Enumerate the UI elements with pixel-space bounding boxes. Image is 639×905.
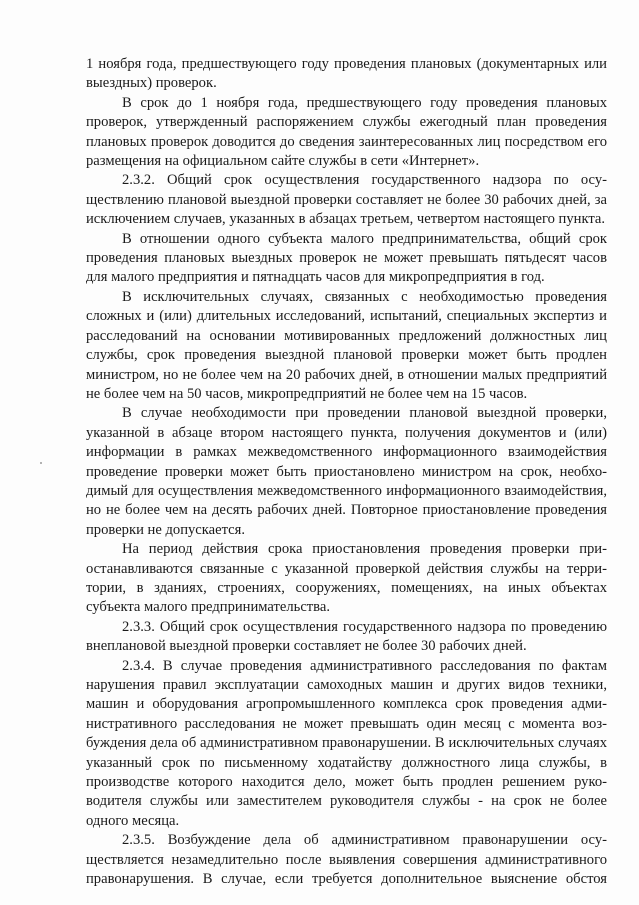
paragraph-suspension-period: На период действия срока приостановления проведения проверки приостанавливаются связанные с указанной проверкой действия службы на территории, в зданиях, строениях, сооружениях, помещениях, на иных объектах субъекта малого предпринимательства. <box>86 541 607 616</box>
paragraph-exceptional-cases: В исключительных случаях, связанных с необходимостью проведения сложных и (или) длительных исследований, испытаний, специальных экспертиз и расследований на основании мотивированных предложений должностных лиц службы, срок проведения выездной плановой проверки может быть продлен министром, но не более чем на 20 рабочих дней, в отношении малых предприятий не более чем на 50 часов, микропредприятий не более чем на 15 часов. <box>86 288 607 402</box>
paragraph-2-3-5: 2.3.5. Возбуждение дела об административном правонарушении осуществляется незамедлительно после выявления совершения административного правонарушения. В случае, если требуется дополнительное выяснение обстоя <box>86 832 607 888</box>
paragraph-plan-publication: В срок до 1 ноября года, предшествующего году проведения плановых проверок, утвержденный распоряжением службы ежегодный план проведения плановых проверок доводится до сведения заинтересованных лиц посредством его размещения на официальном сайте службы в сети «Интернет». <box>86 94 607 170</box>
paragraph-suspension: В случае необходимости при проведении плановой выездной проверки, указанной в абзаце втором настоящего пункта, получения документов и (или) информации в рамках межведомственного информационного взаимодействия проведение проверки может быть приостановлено министром на срок, необходимый для осуществления межведомственного информационного взаимодействия, но не более чем на десять рабочих дней. Повторное приостановление проведения проверки не допускается. <box>86 405 607 538</box>
paragraph-continuation: 1 ноября года, предшествующего году проведения плановых (документарных или выездных) проверок. <box>86 56 607 92</box>
scan-artifact-dot <box>40 462 42 464</box>
paragraph-2-3-2: 2.3.2. Общий срок осуществления государственного надзора по осуществлению плановой выездной проверки составляет не более 30 рабочих дней, за исключением случаев, указанных в абзацах третьем, четвертом настоящего пункта. <box>86 172 607 228</box>
paragraph-2-3-4: 2.3.4. В случае проведения административного расследования по фактам нарушения правил эксплуатации самоходных машин и других видов техники, машин и оборудования агропромышленного комплекса срок проведения административного расследования не может превышать один месяц с момента возбуждения дела об административном правонарушении. В исключительных случаях указанный срок по письменному ходатайству должностного лица службы, в производстве которого находится дело, может быть продлен решением руководителя службы или заместителем руководителя службы - на срок не более одного месяца. <box>86 657 607 829</box>
paragraph-2-3-3: 2.3.3. Общий срок осуществления государственного надзора по проведению внеплановой выездной проверки составляет не более 30 рабочих дней. <box>86 618 607 655</box>
paragraph-small-business-limit: В отношении одного субъекта малого предпринимательства, общий срок проведения плановых выездных проверок не может превышать пятьдесят часов для малого предприятия и пятнадцать часов для микропредприятия в год. <box>86 230 607 286</box>
document-body <box>86 55 607 889</box>
